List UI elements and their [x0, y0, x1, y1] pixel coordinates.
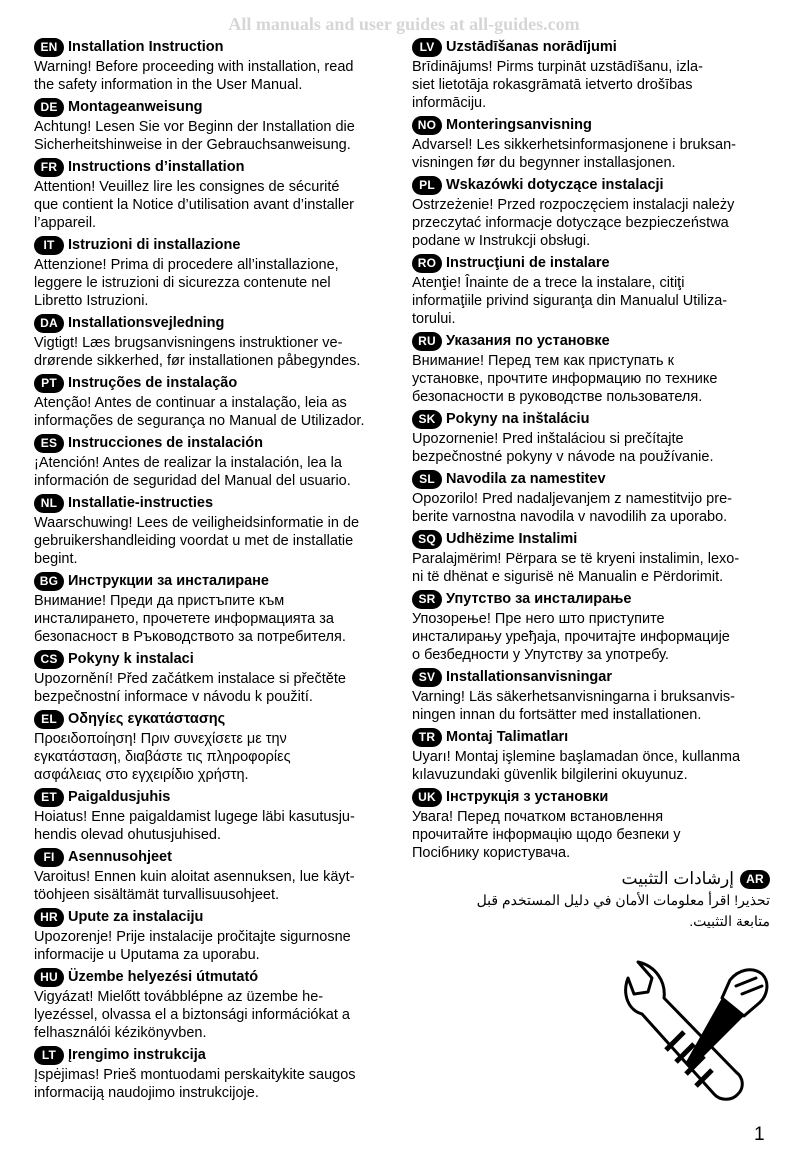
text-line: о безбедности у Упутству за употребу.: [412, 647, 669, 663]
section-heading: [34, 1044, 394, 1066]
section-text: [34, 928, 394, 964]
text-line: Sicherheitshinweise in der Gebrauchsanweisung.: [34, 137, 351, 153]
text-line: información de seguridad del Manual del usuario.: [34, 473, 351, 489]
text-line: felhasználói kézikönyvben.: [34, 1025, 207, 1041]
section-title: Upute za instalaciju: [68, 909, 204, 925]
language-badge: LV: [412, 38, 442, 57]
section-uk: [412, 786, 778, 862]
section-heading: [412, 174, 778, 196]
section-heading: [412, 252, 778, 274]
language-badge: DA: [34, 314, 64, 333]
text-line: visningen før du begynner installasjonen.: [412, 155, 676, 171]
language-badge: FI: [34, 848, 64, 867]
section-title: Instructions d’installation: [68, 159, 245, 175]
text-line: Upozornění! Před začátkem instalace si přečtěte: [34, 671, 346, 687]
section-title: Pokyny na inštaláciu: [446, 411, 590, 427]
language-badge: RU: [412, 332, 442, 351]
section-title: Οδηγίες εγκατάστασης: [68, 711, 226, 727]
section-text: [412, 58, 778, 112]
language-badge: TR: [412, 728, 442, 747]
text-line: the safety information in the User Manual.: [34, 77, 303, 93]
section-title: Installation Instruction: [68, 39, 224, 55]
text-line: Vigyázat! Mielőtt továbblépne az üzembe he-: [34, 989, 324, 1005]
language-badge: ET: [34, 788, 64, 807]
section-cs: [34, 648, 394, 706]
language-badge: LT: [34, 1046, 64, 1065]
section-title: Instrucciones de instalación: [68, 435, 263, 451]
text-line: podane w Instrukcji obsługi.: [412, 233, 591, 249]
text-line: Waarschuwing! Lees de veiligheidsinformatie in de: [34, 515, 360, 531]
section-text: [412, 490, 778, 526]
section-text: [34, 58, 394, 94]
section-heading: [34, 492, 394, 514]
section-text: [34, 454, 394, 490]
section-text: [34, 514, 394, 568]
section-en: [34, 36, 394, 94]
section-lv: [412, 36, 778, 112]
wrench-screwdriver-icon: [618, 958, 778, 1108]
section-heading: [412, 868, 770, 890]
text-line: Upozorenje! Prije instalacije pročitajte sigurnosne: [34, 929, 351, 945]
text-line: تحذير! اقرأ معلومات الأمان في دليل المستخدم قبل: [476, 892, 770, 908]
text-line: drørende sikkerhed, før installationen påbegyndes.: [34, 353, 361, 369]
text-line: Varoitus! Ennen kuin aloitat asennuksen, lue käyt-: [34, 869, 355, 885]
section-heading: [34, 372, 394, 394]
text-line: Opozorilo! Pred nadaljevanjem z namestitvijo pre-: [412, 491, 732, 507]
section-text: [412, 748, 778, 784]
text-line: informações de segurança no Manual de Utilizador.: [34, 413, 365, 429]
text-line: siet lietotāja rokasgrāmatā ietverto drošības: [412, 77, 693, 93]
section-heading: [34, 966, 394, 988]
section-bg: [34, 570, 394, 646]
section-title: Įrengimo instrukcija: [68, 1047, 206, 1063]
section-hr: [34, 906, 394, 964]
section-title: Paigaldusjuhis: [68, 789, 171, 805]
section-text: [412, 274, 778, 328]
section-text: [34, 178, 394, 232]
section-text: [34, 868, 394, 904]
text-line: Achtung! Lesen Sie vor Beginn der Installation die: [34, 119, 355, 135]
language-badge: SV: [412, 668, 442, 687]
text-line: Внимание! Перед тем как приступать к: [412, 353, 674, 369]
language-badge: SL: [412, 470, 442, 489]
section-heading: [412, 114, 778, 136]
section-heading: [34, 570, 394, 592]
section-et: [34, 786, 394, 844]
section-fr: [34, 156, 394, 232]
text-line: informāciju.: [412, 95, 487, 111]
text-line: l’appareil.: [34, 215, 97, 231]
language-badge: HU: [34, 968, 64, 987]
text-line: informacije u Uputama za uporabu.: [34, 947, 260, 963]
text-line: kılavuzundaki güvenlik bilgilerini okuyunuz.: [412, 767, 688, 783]
section-heading: [34, 648, 394, 670]
text-line: безопасности в руководстве пользователя.: [412, 389, 703, 405]
section-text: [412, 610, 778, 664]
section-title: Instruções de instalação: [68, 375, 238, 391]
section-sk: [412, 408, 778, 466]
language-badge: NO: [412, 116, 442, 135]
section-text: [412, 550, 778, 586]
language-badge: NL: [34, 494, 64, 513]
section-text: [412, 352, 778, 406]
watermark: All manuals and user guides at all-guides.com: [228, 14, 580, 34]
section-da: [34, 312, 394, 370]
section-lt: [34, 1044, 394, 1102]
section-no: [412, 114, 778, 172]
text-line: Advarsel! Les sikkerhetsinformasjonene i bruksan-: [412, 137, 736, 153]
section-title: Üzembe helyezési útmutató: [68, 969, 259, 985]
section-text: [412, 890, 770, 932]
section-title: إرشادات التثبيت: [621, 869, 734, 888]
text-line: informaţiile privind siguranţa din Manualul Utiliza-: [412, 293, 728, 309]
section-hu: [34, 966, 394, 1042]
section-title: Указания по установке: [446, 333, 610, 349]
language-badge: SR: [412, 590, 442, 609]
page-number: 1: [754, 1124, 765, 1145]
language-badge: HR: [34, 908, 64, 927]
text-line: Uyarı! Montaj işlemine başlamadan önce, kullanma: [412, 749, 741, 765]
section-title: Uzstādīšanas norādījumi: [446, 39, 617, 55]
language-badge: FR: [34, 158, 64, 177]
language-badge: AR: [740, 870, 770, 889]
section-heading: [412, 36, 778, 58]
text-line: Ostrzeżenie! Przed rozpoczęciem instalacji należy: [412, 197, 735, 213]
text-line: töohjeen sisältämät turvallisuusohjeet.: [34, 887, 280, 903]
section-sv: [412, 666, 778, 724]
section-heading: [412, 408, 778, 430]
section-title: Инструкции за инсталиране: [68, 573, 269, 589]
section-pt: [34, 372, 394, 430]
text-line: Paralajmërim! Përpara se të kryeni instalimin, lexo-: [412, 551, 740, 567]
section-tr: [412, 726, 778, 784]
section-heading: [34, 234, 394, 256]
section-heading: [412, 726, 778, 748]
text-line: ασφάλειας στο εγχειρίδιο χρήστη.: [34, 767, 249, 783]
text-line: Varning! Läs säkerhetsanvisningarna i bruksanvis-: [412, 689, 735, 705]
section-text: [34, 988, 394, 1042]
text-line: hendis olevad ohutusjuhised.: [34, 827, 222, 843]
text-line: ningen innan du fortsätter med installationen.: [412, 707, 702, 723]
text-line: Atenţie! Înainte de a trece la instalare, citiţi: [412, 275, 685, 291]
text-line: Упозорење! Пре него што приступите: [412, 611, 665, 627]
section-sq: [412, 528, 778, 586]
section-title: Istruzioni di installazione: [68, 237, 241, 253]
language-badge: ES: [34, 434, 64, 453]
section-heading: [412, 528, 778, 550]
section-ro: [412, 252, 778, 328]
text-line: Hoiatus! Enne paigaldamist lugege läbi kasutusju-: [34, 809, 355, 825]
section-heading: [34, 786, 394, 808]
section-title: Montageanweisung: [68, 99, 203, 115]
language-badge: SK: [412, 410, 442, 429]
section-heading: [34, 846, 394, 868]
section-text: [412, 196, 778, 250]
section-title: Montaj Talimatları: [446, 729, 569, 745]
section-it: [34, 234, 394, 310]
text-line: Attention! Veuillez lire les consignes de sécurité: [34, 179, 340, 195]
section-heading: [34, 36, 394, 58]
section-text: [34, 730, 394, 784]
text-line: Увага! Перед початком встановлення: [412, 809, 664, 825]
section-heading: [34, 96, 394, 118]
section-text: [412, 136, 778, 172]
section-title: Pokyny k instalaci: [68, 651, 194, 667]
section-text: [34, 394, 394, 430]
text-line: Προειδοποίηση! Πριν συνεχίσετε με την: [34, 731, 287, 747]
language-badge: IT: [34, 236, 64, 255]
section-heading: [412, 786, 778, 808]
language-badge: EN: [34, 38, 64, 57]
section-pl: [412, 174, 778, 250]
language-badge: CS: [34, 650, 64, 669]
section-heading: [34, 906, 394, 928]
section-text: [34, 592, 394, 646]
section-title: Instrucţiuni de instalare: [446, 255, 610, 271]
text-line: ni të dhënat e sigurisë në Manualin e Përdorimit.: [412, 569, 724, 585]
language-badge: UK: [412, 788, 442, 807]
text-line: متابعة التثبيت.: [689, 913, 770, 929]
right-column: [412, 36, 778, 864]
section-fi: [34, 846, 394, 904]
text-line: informaciją naudojimo instrukcijoje.: [34, 1085, 259, 1101]
text-line: Vigtigt! Læs brugsanvisningens instruktioner ve-: [34, 335, 343, 351]
text-line: berite varnostna navodila v navodilih za uporabo.: [412, 509, 728, 525]
text-line: Upozornenie! Pred inštaláciou si prečítajte: [412, 431, 684, 447]
section-heading: [412, 666, 778, 688]
section-sr: [412, 588, 778, 664]
section-text: [34, 118, 394, 154]
language-badge: PT: [34, 374, 64, 393]
text-line: Libretto Istruzioni.: [34, 293, 149, 309]
text-line: Внимание! Преди да пристъпите към: [34, 593, 285, 609]
left-column: [34, 36, 394, 1104]
section-de: [34, 96, 394, 154]
text-line: инсталирању уређаја, прочитајте информације: [412, 629, 730, 645]
section-heading: [412, 588, 778, 610]
section-title: Інструкція з установки: [446, 789, 609, 805]
text-line: leggere le istruzioni di sicurezza contenute nel: [34, 275, 331, 291]
text-line: ¡Atención! Antes de realizar la instalación, lea la: [34, 455, 342, 471]
section-text: [412, 430, 778, 466]
section-title: Installatie-instructies: [68, 495, 214, 511]
section-sl: [412, 468, 778, 526]
section-ar: [412, 868, 770, 932]
text-line: bezpečnostní informace v návodu k použití.: [34, 689, 313, 705]
section-heading: [34, 312, 394, 334]
language-badge: RO: [412, 254, 442, 273]
section-heading: [412, 468, 778, 490]
language-badge: EL: [34, 710, 64, 729]
section-title: Monteringsanvisning: [446, 117, 592, 133]
text-line: εγκατάσταση, διαβάστε τις πληροφορίες: [34, 749, 291, 765]
text-line: Warning! Before proceeding with installation, read: [34, 59, 354, 75]
text-line: Atenção! Antes de continuar a instalação, leia as: [34, 395, 347, 411]
language-badge: PL: [412, 176, 442, 195]
section-text: [34, 256, 394, 310]
section-title: Installationsvejledning: [68, 315, 225, 331]
text-line: инсталирането, прочетете информацията за: [34, 611, 334, 627]
text-line: установке, прочтите информацию по технике: [412, 371, 718, 387]
text-line: Attenzione! Prima di procedere all’installazione,: [34, 257, 339, 273]
section-title: Installationsanvisningar: [446, 669, 612, 685]
section-nl: [34, 492, 394, 568]
text-line: gebruikershandleiding voordat u met de installatie: [34, 533, 354, 549]
section-heading: [412, 330, 778, 352]
text-line: que contient la Notice d’utilisation avant d’installer: [34, 197, 354, 213]
section-heading: [34, 156, 394, 178]
language-badge: SQ: [412, 530, 442, 549]
section-title: Udhëzime Instalimi: [446, 531, 578, 547]
section-text: [412, 808, 778, 862]
section-text: [34, 1066, 394, 1102]
text-line: begint.: [34, 551, 78, 567]
section-title: Wskazówki dotyczące instalacji: [446, 177, 664, 193]
section-text: [412, 688, 778, 724]
section-text: [34, 334, 394, 370]
section-ru: [412, 330, 778, 406]
text-line: bezpečnostné pokyny v návode na používanie.: [412, 449, 714, 465]
text-line: Посібнику користувача.: [412, 845, 571, 861]
section-title: Упутство за инсталирање: [446, 591, 632, 607]
language-badge: DE: [34, 98, 64, 117]
section-title: Navodila za namestitev: [446, 471, 606, 487]
language-badge: BG: [34, 572, 64, 591]
section-text: [34, 808, 394, 844]
text-line: lyezéssel, olvassa el a biztonsági információkat a: [34, 1007, 350, 1023]
section-text: [34, 670, 394, 706]
text-line: Įspėjimas! Prieš montuodami perskaitykite saugos: [34, 1067, 356, 1083]
text-line: torului.: [412, 311, 456, 327]
section-el: [34, 708, 394, 784]
section-heading: [34, 708, 394, 730]
text-line: безопасност в Ръководството за потребителя.: [34, 629, 346, 645]
text-line: przeczytać informacje dotyczące bezpieczeństwa: [412, 215, 729, 231]
section-es: [34, 432, 394, 490]
text-line: Brīdinājums! Pirms turpināt uzstādīšanu, izla-: [412, 59, 703, 75]
text-line: прочитайте інформацію щодо безпеки у: [412, 827, 681, 843]
section-heading: [34, 432, 394, 454]
section-title: Asennusohjeet: [68, 849, 172, 865]
